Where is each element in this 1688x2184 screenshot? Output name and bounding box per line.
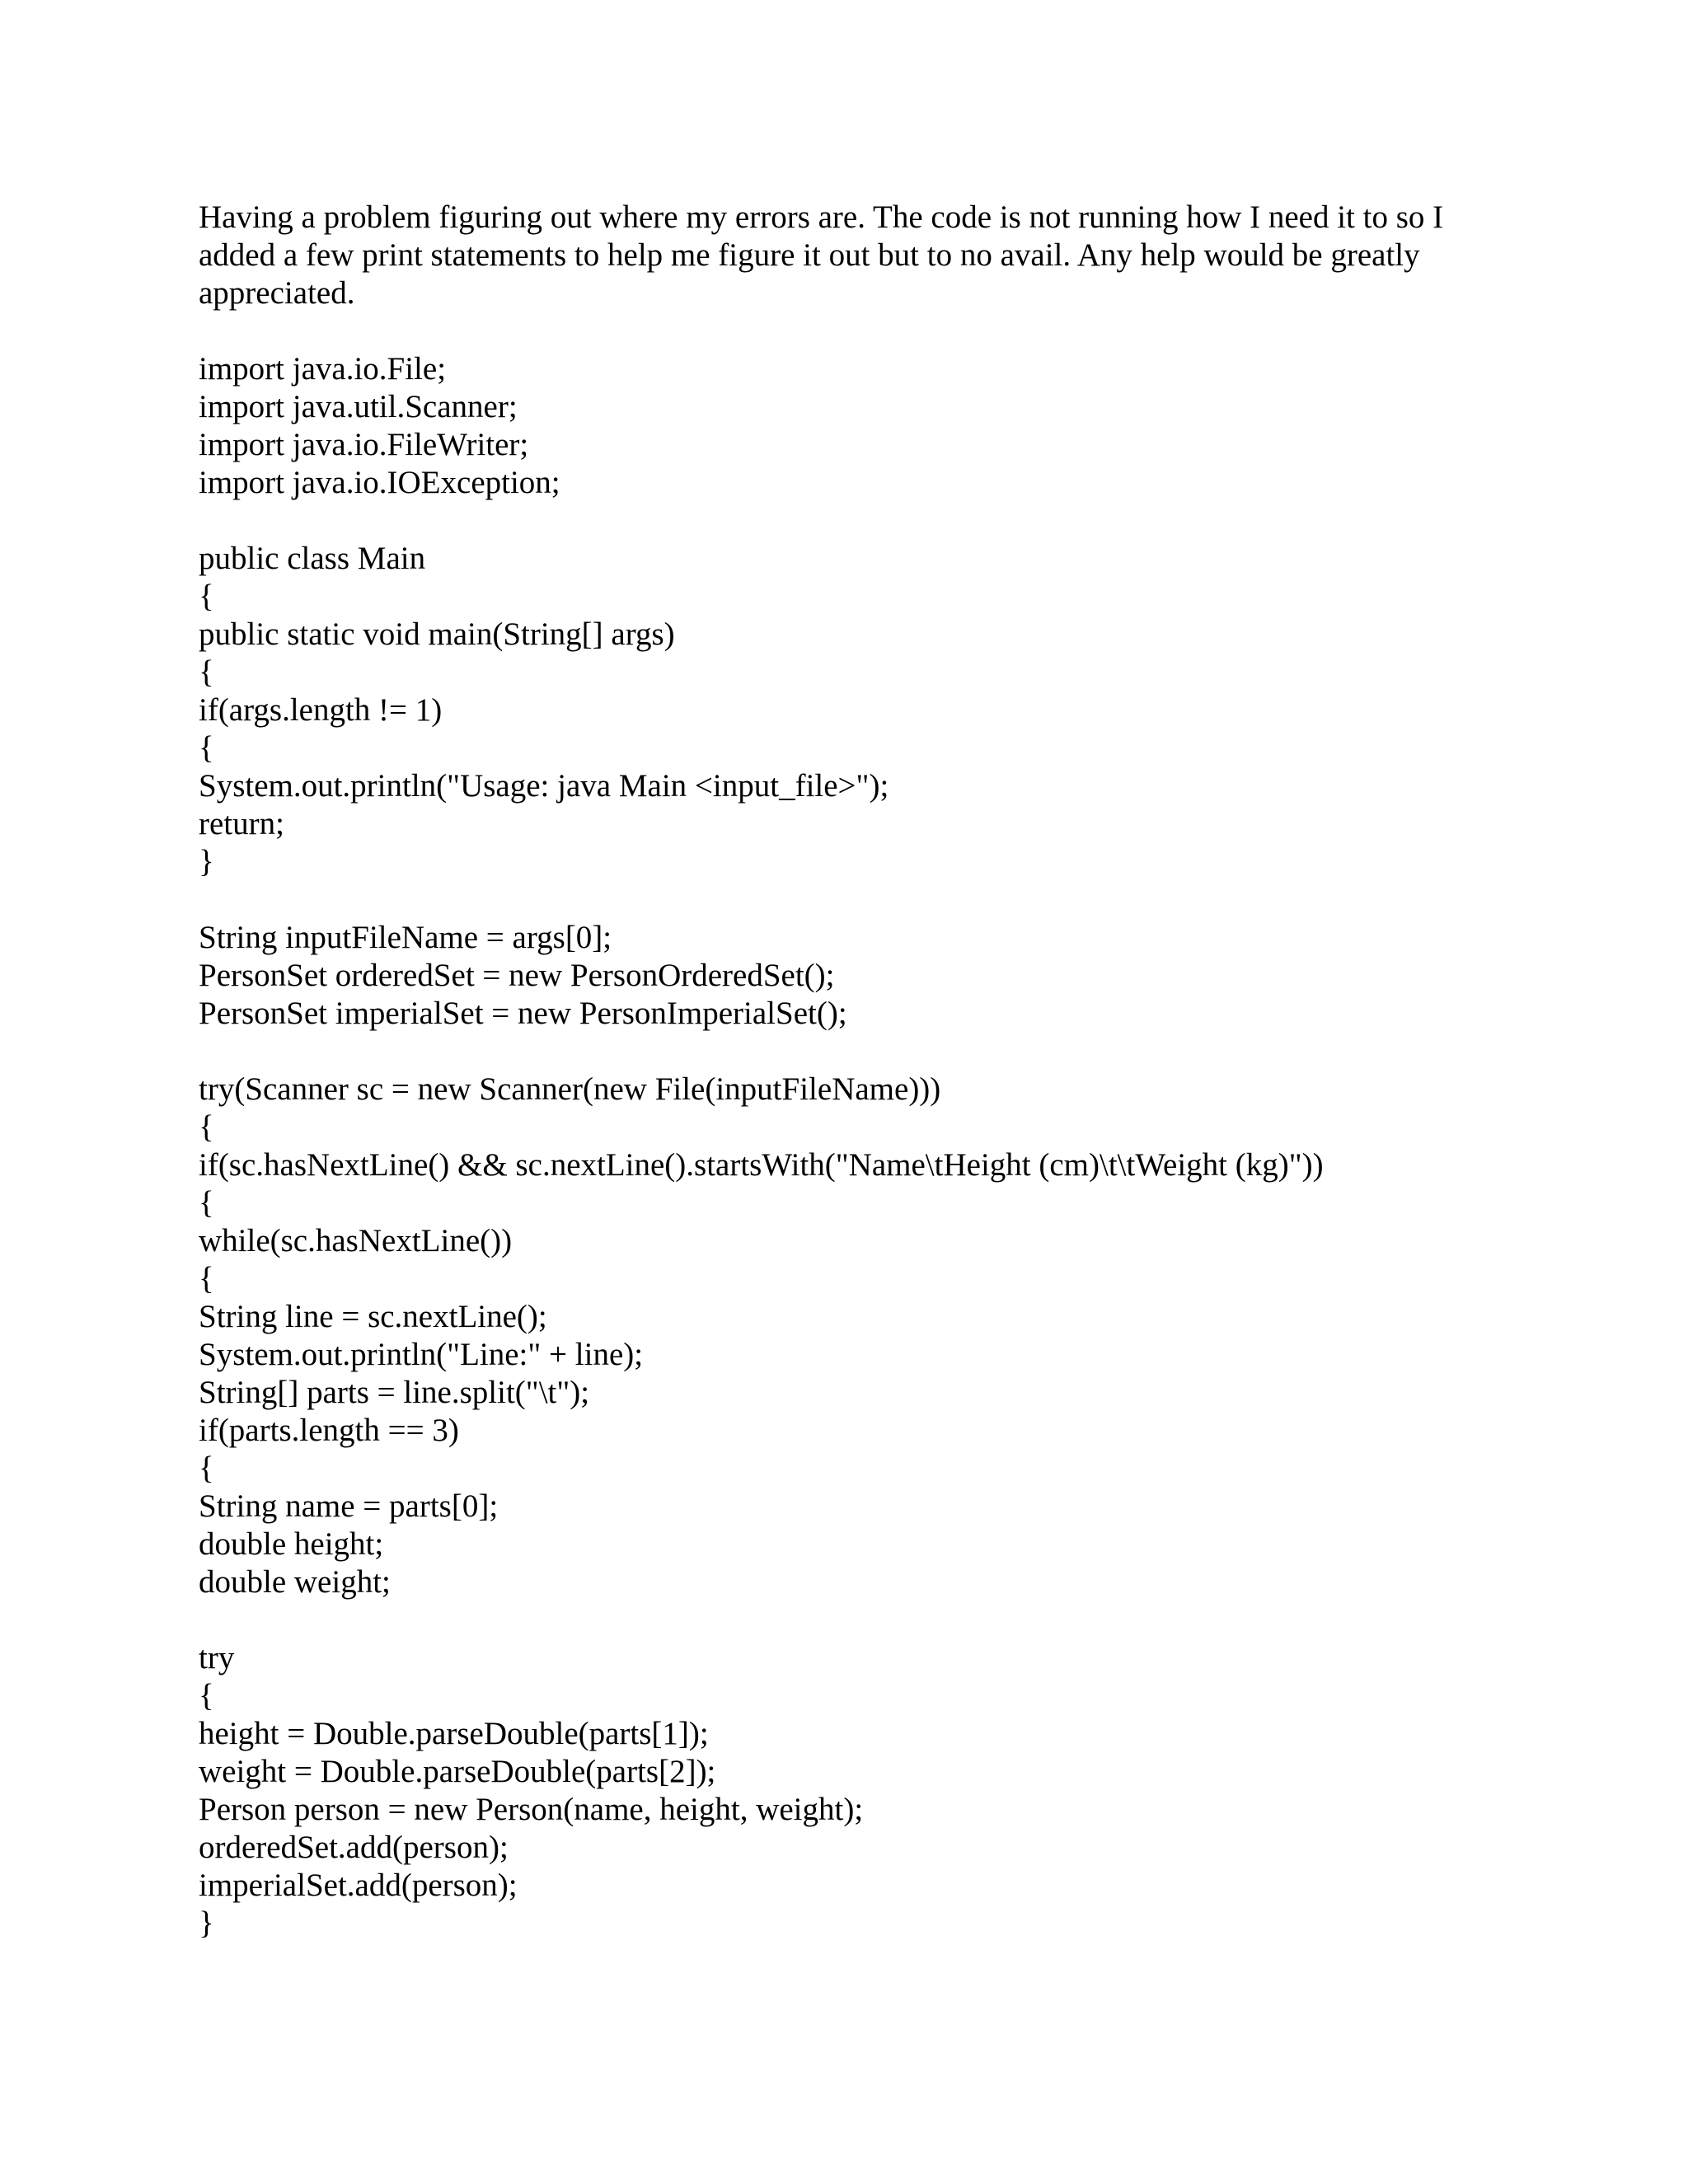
code-line: { <box>199 654 214 690</box>
code-line: double height; <box>199 1526 384 1562</box>
code-line: orderedSet.add(person); <box>199 1830 509 1865</box>
code-line: System.out.println("Usage: java Main <input_file>"); <box>199 768 889 804</box>
code-line: public static void main(String[] args) <box>199 616 675 652</box>
code-line: } <box>199 1905 214 1941</box>
code-blank-line <box>199 1601 1600 1639</box>
code-line: import java.io.IOException; <box>199 465 560 500</box>
code-line: double weight; <box>199 1564 391 1600</box>
code-line: import java.util.Scanner; <box>199 389 518 424</box>
code-line: String line = sc.nextLine(); <box>199 1299 547 1334</box>
question-text <box>199 199 1501 312</box>
code-block <box>199 350 1600 1943</box>
code-line: try(Scanner sc = new Scanner(new File(inputFileName))) <box>199 1071 941 1107</box>
code-line: try <box>199 1640 235 1675</box>
code-line: weight = Double.parseDouble(parts[2]); <box>199 1754 716 1789</box>
code-line: PersonSet imperialSet = new PersonImperialSet(); <box>199 996 847 1031</box>
code-blank-line <box>199 1033 1600 1071</box>
code-line: { <box>199 1185 214 1221</box>
code-line: { <box>199 1109 214 1145</box>
code-line: if(args.length != 1) <box>199 692 443 728</box>
code-line: String inputFileName = args[0]; <box>199 920 612 955</box>
code-line: PersonSet orderedSet = new PersonOrderedSet(); <box>199 958 835 993</box>
code-line: { <box>199 1678 214 1713</box>
question-paragraph: Having a problem figuring out where my errors are. The code is not running how I need it to so I added a few print statements to help me figure it out but to no avail. Any help would be greatly appreciated. <box>199 199 1444 311</box>
code-line: if(parts.length == 3) <box>199 1413 459 1448</box>
code-line: } <box>199 844 214 879</box>
code-line: return; <box>199 806 284 841</box>
code-blank-line <box>199 881 1600 919</box>
code-line: System.out.println("Line:" + line); <box>199 1337 644 1372</box>
code-line: if(sc.hasNextLine() && sc.nextLine().startsWith("Name\tHeight (cm)\t\tWeight (kg)")) <box>199 1147 1324 1183</box>
code-line: { <box>199 579 214 614</box>
code-line: Person person = new Person(name, height, weight); <box>199 1792 864 1827</box>
code-line: imperialSet.add(person); <box>199 1868 518 1903</box>
code-line: String[] parts = line.split("\t"); <box>199 1375 590 1410</box>
code-line: { <box>199 1261 214 1296</box>
code-line: { <box>199 1451 214 1486</box>
code-line: import java.io.File; <box>199 351 447 387</box>
code-line: while(sc.hasNextLine()) <box>199 1223 513 1258</box>
code-blank-line <box>199 502 1600 540</box>
code-line: height = Double.parseDouble(parts[1]); <box>199 1716 709 1751</box>
code-line: public class Main <box>199 541 426 576</box>
code-line: { <box>199 730 214 766</box>
code-line: import java.io.FileWriter; <box>199 427 529 462</box>
code-line: String name = parts[0]; <box>199 1488 499 1524</box>
